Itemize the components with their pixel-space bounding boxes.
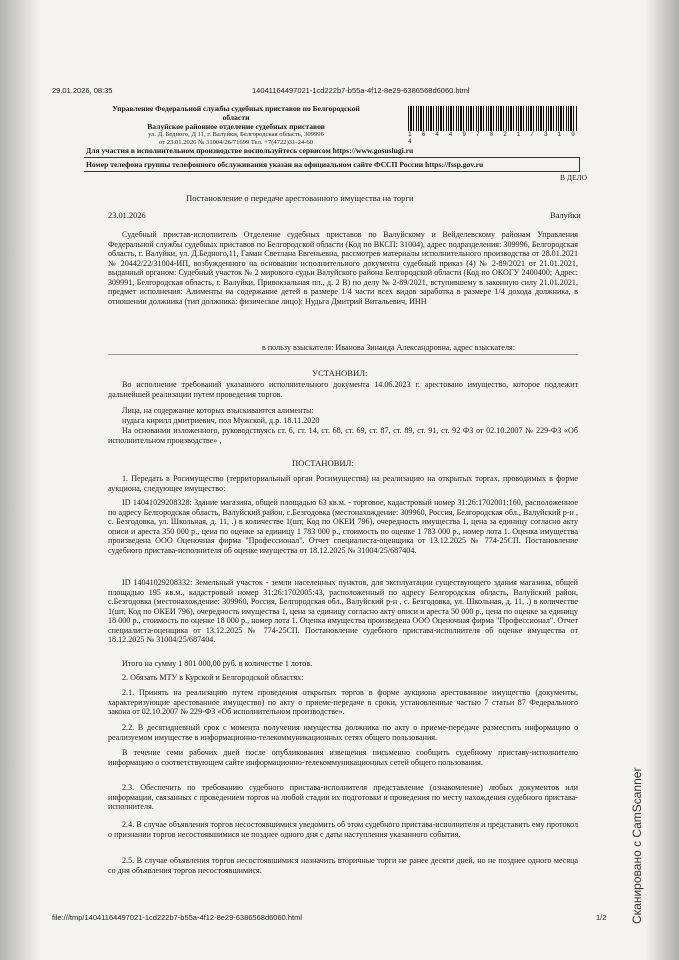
redaction-line xyxy=(108,354,578,355)
org-line-3: Валуйское районное отделение судебных приставов xyxy=(147,122,325,131)
stamp-v-delo: В ДЕЛО xyxy=(560,173,587,182)
print-datetime: 29.01.2026, 08:35 xyxy=(52,86,113,95)
heading-ustanovil: УСТАНОВИЛ: xyxy=(312,368,368,378)
property-item-2: ID 14041029208332: Земельный участок - земли населенных пунктов, для эксплуатации существующего здания магазина, общей площадью 195 кв.м., кадастровый номер 31:26:1702005:43, расположенный по адресу Белгородская область, Валуйский район, с.Безгодовка (местонахождение: 309960, Россия, Белгородская обл., Валуйский р-н , с. Безгодовка, ул. Школьная, д. 11, .) в количестве 1(шт, Код по ОКЕИ 796), очередность имущества 1, цена за единицу согласно акту описи и ареста 50 000 р., цена по оценке за единицу 18 000 р., стоимость по оценке 18 000 р., номер лота 1. Оценка имущества произведена ООО Оценочная фирма "Профессионал". Отчет специалиста-оценщика от 13.12.2025 № 774-25СП. Постановление судебного пристава-исполнителя об оценке имущества от 18.12.2025 № 31004/25/687404. xyxy=(108,578,578,644)
clause-1: 1. Передать в Росимущество (территориальный орган Росимущества) на реализацию на открытых торгах, проводимых в форме аукциона, следующее имущество: xyxy=(108,474,578,493)
scan-shadow-left xyxy=(0,0,40,960)
org-line-2: области xyxy=(222,113,250,122)
total-line: Итого на сумму 1 801 000,00 руб. в количестве 1 лотов. xyxy=(122,659,313,668)
org-address xyxy=(86,131,386,147)
org-address-line-1: ул. Д. Бедного, Д 11, г. Валуйки, Белгородская область, 309996 xyxy=(148,131,324,138)
persons-value: нудьга кирилл дмитриевич, пол Мужской, д.р. 18.11.2020 xyxy=(122,416,320,425)
print-footer-path: file:///tmp/14041164497021-1cd222b7-b55a-4f12-8e29-6386568d6060.html xyxy=(52,913,303,922)
document-barcode xyxy=(408,106,578,131)
heading-postanovil: ПОСТАНОВИЛ: xyxy=(292,458,354,468)
org-name xyxy=(86,104,386,131)
clause-2: 2. Обязать МТУ в Курской и Белгородской областях: xyxy=(122,673,304,682)
print-doc-title: 14041164497021-1cd222b7-b55a-4f12-8e29-6386568d6060.html xyxy=(252,86,470,95)
persons-label: Лица, на содержание которых взыскиваются алименты: xyxy=(122,406,314,415)
clause-2-4: 2.4. В случае объявления торгов несостоявшимися уведомить об этом судебного пристава-исполнителя и представить ему протокол о признании торгов несостоявшимися не позднее одного дня с даты наступления указанного события. xyxy=(108,820,578,839)
clause-2-2: 2.2. В десятидневный срок с момента получения имущества должника по акту о приеме-передаче разместить информацию о реализуемом имуществе в информационно-телекоммуникационных сетях общего пользования. xyxy=(108,723,578,742)
clause-2-3: 2.3. Обеспечить по требованию судебного пристава-исполнителя представление (ознакомление) любых документов или информации, связанных с проведением торгов на любой стадии их подготовки и проведения по месту нахождения судебного пристава-исполнителя. xyxy=(108,783,578,811)
property-item-1: ID 14041029208328: Здание магазина, общей площадью 63 кв.м. - торговое, кадастровый номер 31:26:1702001:160, расположенное по адресу Белгородская область, Валуйский район, с.Безгодовка (местонахождение: 309960, Россия, Белгородская обл., Валуйский р-н , с. Безгодовка, ул. Школьная, д. 11, .) в количестве 1(шт, Код по ОКЕИ 796), очередность имущества 1, цена за единицу согласно акту описи и ареста 350 000 р., цена по оценке за единицу 1 783 000 р., стоимость по оценке 1 783 000 р., номер лота 1. Оценка имущества произведена ООО Оценочная фирма "Профессионал". Отчет специалиста-оценщика от 13.12.2025 № 774-25СП. Постановление судебного пристава-исполнителя об оценке имущества от 18.12.2025 № 31004/25/687404. xyxy=(108,498,578,555)
org-line-1: Управление Федеральной службы судебных приставов по Белгородской xyxy=(112,104,360,113)
notice-divider-top xyxy=(84,157,580,158)
established-paragraph: Во исполнение требований указанного исполнительного документа 14.06.2023 г. арестовано имущество, которое подлежит дальнейшей реализации путем проведения торгов. xyxy=(108,380,578,399)
gosuslugi-notice: Для участия в исполнительном производстве воспользуйтесь сервисом https://www.gosuslugi.ru xyxy=(86,146,414,155)
document-date: 23.01.2026 xyxy=(108,211,146,220)
barcode-number: 1 6 4 4 9 7 0 2 1 / 3 1 0 4 xyxy=(408,131,579,145)
intro-paragraph: Судебный пристав-исполнитель Отделение судебных приставов по Валуйскому и Вейделевскому районам Управления Федеральной службы судебных приставов по Белгородской области (Код по ВКСП: 31004), адрес подразделения: 309996, Белгородская область, г. Валуйки, ул. Д.Бедного,11, Гаман Светлана Евгеньевна, рассмотрев материалы исполнительного производства от 28.01.2021 № 20442/22/31004-ИП, возбужденного на основании исполнительного документа судебный приказ (4) № 2-89/2021 от 21.01.2021, выданный органом: Судебный участок № 2 мирового судьи Валуйского района Белгородской области (Код по ОКОГУ 2400400; Адрес: 309991, Белгородская область, г. Валуйки, Привокзальная пл., д. 2 В) по делу № 2-89/2021, вступившему в законную силу 21.01.2021, предмет исполнения: Алименты на содержание детей в размере 1/4 части всех видов заработка в размере 1/4 дохода должника, в отношении должника (тип должника: физическое лицо): Нудьга Дмитрий Витальевич, ИНН xyxy=(108,230,578,306)
document-city: Валуйки xyxy=(550,211,581,220)
phone-notice: Номер телефона группы телефонного обслуживания указан на официальном сайте ФССП России https://fssp.gov.ru xyxy=(86,160,484,169)
notice-divider-bottom xyxy=(84,171,580,172)
clause-2-2-notice: В течение семи рабочих дней после опубликования извещения письменно сообщить судебному приставу-исполнителю информацию о соответствующем сайте информационно-телекоммуникационных сетей общего пользования. xyxy=(108,748,578,767)
clause-2-1: 2.1. Принять на реализацию путем проведения открытых торгов в форме аукциона арестованное имущество (документы, характеризующие арестованное имущество) по акту о приеме-передаче в сроки, установленные частью 7 статьи 87 Федерального закона от 02.10.2007 № 229-ФЗ «Об исполнительном производстве». xyxy=(108,688,578,716)
notice-box-edge xyxy=(579,157,580,171)
camscanner-watermark: Сканировано с CamScanner xyxy=(630,767,644,924)
basis-paragraph: На основании изложенного, руководствуясь ст. 6, ст. 14, ст. 68, ст. 69, ст. 87, ст. 89, ст. 91, ст. 92 ФЗ от 02.10.2007 № 229-ФЗ «Об исполнительном производстве» , xyxy=(108,426,578,445)
clause-2-5: 2.5. В случае объявления торгов несостоявшимися назначить вторичные торги не ранее десяти дней, но не позднее одного месяца со дня объявления торгов несостоявшимися. xyxy=(108,856,578,875)
org-address-line-2: от 23.01.2026 № 31004/26/71699 Тел. +7(4722)31-24-60 xyxy=(159,139,313,146)
creditor-line: в пользу взыскателя: Иванова Зинаида Александровна, адрес взыскателя: xyxy=(262,343,515,352)
scan-shadow-right xyxy=(645,0,679,960)
print-page-number: 1/2 xyxy=(596,913,607,922)
document-title: Постановление о передаче арестованного имущества на торги xyxy=(186,193,414,203)
